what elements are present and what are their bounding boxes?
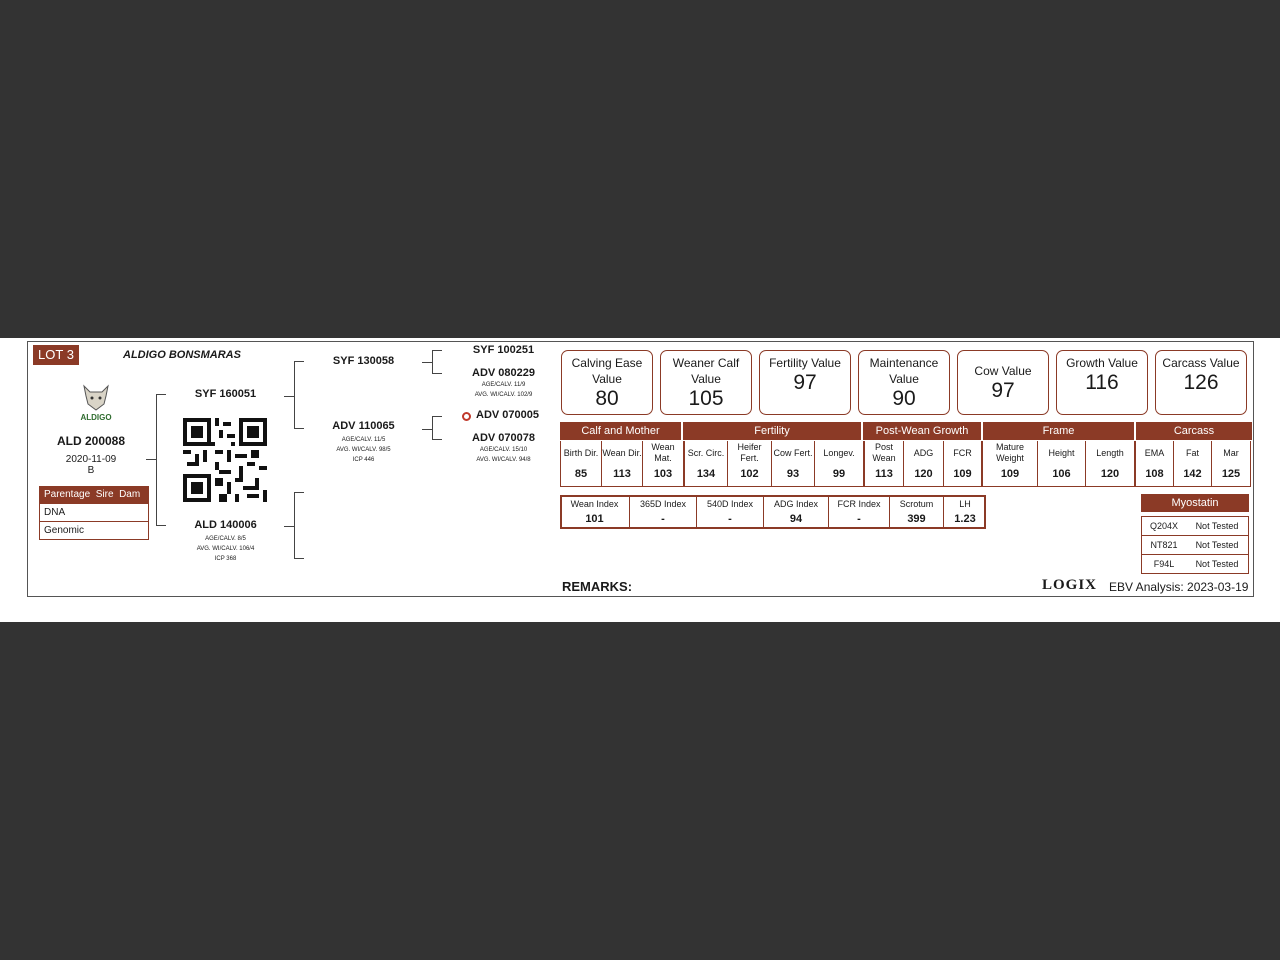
parentage-row-dna: DNA — [40, 503, 148, 521]
myostatin-row: NT821 Not Tested — [1141, 536, 1249, 555]
animal-class: B — [87, 465, 95, 476]
trait-cell — [903, 441, 943, 487]
trait-cell — [1085, 441, 1134, 487]
analysis-date: EBV Analysis: 2023-03-19 — [1109, 580, 1249, 594]
dam-stats — [178, 534, 273, 564]
parentage-dam: Dam — [119, 489, 141, 500]
trait-cell — [863, 441, 903, 487]
index-label: Wean Index — [570, 499, 619, 509]
group-calf-mother: Calf and Mother — [560, 422, 683, 440]
index-label: ADG Index — [773, 499, 819, 509]
sire-dam-age-calv: AGE/CALV. 11/5 — [341, 437, 386, 443]
trait-value: 108 — [1145, 468, 1164, 480]
trait-label: EMA — [1144, 447, 1165, 458]
trait-cell — [943, 441, 981, 487]
trait-value: 134 — [696, 468, 716, 480]
index-value: - — [661, 513, 665, 525]
animal-id: ALD 200088 — [56, 434, 126, 448]
ssd-age-calv: AGE/CALV. 11/9 — [481, 382, 526, 388]
trait-label: Wean Mat. — [651, 442, 675, 463]
trait-value: 109 — [1000, 468, 1020, 480]
trait-cell — [771, 441, 814, 487]
index-cell — [560, 495, 629, 529]
index-value: 1.23 — [954, 513, 976, 525]
myostatin-row: Q204X Not Tested — [1141, 516, 1249, 536]
trait-value: 93 — [786, 468, 800, 480]
value-box-growth: Growth Value 116 — [1056, 350, 1148, 415]
sss-name: SYF 100251 — [472, 344, 535, 356]
sire-dam-icp: ICP 446 — [352, 457, 375, 463]
trait-value: 113 — [613, 468, 631, 480]
dam-icp: ICP 368 — [214, 556, 237, 562]
trait-value: 109 — [953, 468, 972, 480]
trait-value: 102 — [740, 468, 759, 480]
index-label: FCR Index — [837, 499, 881, 509]
index-cell — [828, 495, 889, 529]
logix-logo: LOGIX — [1042, 577, 1098, 593]
trait-label: Length — [1096, 447, 1124, 458]
parentage-row-genomic: Genomic — [40, 521, 148, 539]
trait-value: 106 — [1052, 468, 1071, 480]
index-value: 101 — [585, 513, 604, 525]
index-value: - — [857, 513, 861, 525]
sdd-avg-wi: AVG. WI/CALV. 94/8 — [476, 457, 531, 463]
trait-label: Cow Fert. — [773, 447, 813, 458]
trait-cell — [1134, 441, 1173, 487]
value-box-calving-ease: Calving Ease Value 80 — [561, 350, 653, 415]
ssd-stats — [456, 380, 551, 400]
index-cell — [696, 495, 763, 529]
trait-cell — [1211, 441, 1250, 487]
index-label: LH — [959, 499, 971, 509]
trait-label: Height — [1048, 447, 1075, 458]
value-box-fertility: Fertility Value 97 — [759, 350, 851, 415]
dam-name: ALD 140006 — [194, 519, 257, 531]
value-box-weaner-calf: Weaner Calf Value 105 — [660, 350, 752, 415]
breeder-logo — [76, 380, 116, 428]
ssd-avg-wi: AVG. WI/CALV. 102/9 — [474, 392, 533, 398]
index-cell — [889, 495, 943, 529]
sheet — [0, 338, 1280, 622]
trait-value: 85 — [574, 468, 588, 480]
index-value: 94 — [789, 513, 803, 525]
lot-card — [27, 341, 1254, 597]
parentage-sire: Sire — [95, 489, 114, 500]
parentage-label: Parentage — [44, 489, 91, 500]
trait-label: Post Wean — [872, 442, 896, 463]
trait-cell — [814, 441, 863, 487]
index-label: 365D Index — [639, 499, 687, 509]
parentage-table — [39, 486, 149, 540]
trait-cell — [1173, 441, 1211, 487]
group-frame: Frame — [983, 422, 1136, 440]
animal-dob — [34, 454, 148, 476]
lot-badge: LOT 3 — [33, 345, 79, 365]
myostatin-table — [1141, 494, 1249, 574]
breeder-name: ALDIGO BONSMARAS — [123, 349, 241, 361]
ssd-name: ADV 080229 — [472, 367, 535, 379]
sire-dam-stats — [316, 435, 411, 465]
sdd-stats — [456, 445, 551, 465]
index-cell — [763, 495, 828, 529]
trait-label: Fat — [1185, 447, 1199, 458]
trait-value: 120 — [1100, 468, 1120, 480]
group-fertility: Fertility — [683, 422, 863, 440]
trait-value: 142 — [1183, 468, 1202, 480]
dob-value: 2020-11-09 — [65, 454, 117, 465]
trait-value: 113 — [875, 468, 893, 480]
trait-value: 99 — [832, 468, 846, 480]
group-carcass: Carcass — [1136, 422, 1252, 440]
trait-value: 103 — [653, 468, 673, 480]
sire-name: SYF 160051 — [194, 388, 257, 400]
sire-dam-avg-wi: AVG. WI/CALV. 98/5 — [336, 447, 391, 453]
trait-label: Longev. — [823, 447, 855, 458]
value-box-maintenance: Maintenance Value 90 — [858, 350, 950, 415]
index-value: - — [728, 513, 732, 525]
trait-label: Mature Weight — [995, 442, 1024, 463]
trait-label: Heifer Fert. — [737, 442, 762, 463]
sire-dam-name: ADV 110065 — [332, 420, 395, 432]
index-cell — [943, 495, 986, 529]
sdd-name: ADV 070078 — [472, 432, 535, 444]
trait-cell — [642, 441, 683, 487]
index-label: Scrotum — [899, 499, 934, 509]
sds-name: ADV 070005 — [476, 409, 539, 421]
trait-cell — [1037, 441, 1085, 487]
value-box-carcass: Carcass Value 126 — [1155, 350, 1247, 415]
trait-cell — [683, 441, 727, 487]
logo-text: ALDIGO — [80, 413, 112, 422]
index-cell — [629, 495, 696, 529]
index-value: 399 — [907, 513, 926, 525]
trait-cell — [601, 441, 642, 487]
trait-cell — [727, 441, 771, 487]
remarks-label: REMARKS: — [562, 579, 633, 594]
trait-cell — [560, 441, 601, 487]
sire-sire-name: SYF 130058 — [332, 355, 395, 367]
trait-label: Wean Dir. — [602, 447, 642, 458]
trait-label: FCR — [953, 447, 972, 458]
index-label: 540D Index — [706, 499, 754, 509]
trait-label: Mar — [1223, 447, 1239, 458]
sdd-age-calv: AGE/CALV. 15/10 — [479, 447, 528, 453]
trait-label: ADG — [913, 447, 934, 458]
qr-code — [183, 418, 267, 502]
trait-label: Birth Dir. — [563, 447, 599, 458]
dam-avg-wi: AVG. WI/CALV. 106/4 — [196, 546, 255, 552]
trait-cell — [981, 441, 1037, 487]
myostatin-header: Myostatin — [1141, 494, 1249, 512]
trait-label: Scr. Circ. — [687, 447, 725, 458]
dam-age-calv: AGE/CALV. 8/5 — [205, 536, 246, 542]
trait-value: 120 — [914, 468, 933, 480]
value-box-cow: Cow Value 97 — [957, 350, 1049, 415]
parentage-header — [40, 487, 148, 503]
myostatin-row: F94L Not Tested — [1141, 555, 1249, 574]
trait-value: 125 — [1221, 468, 1241, 480]
group-post-wean: Post-Wean Growth — [863, 422, 983, 440]
